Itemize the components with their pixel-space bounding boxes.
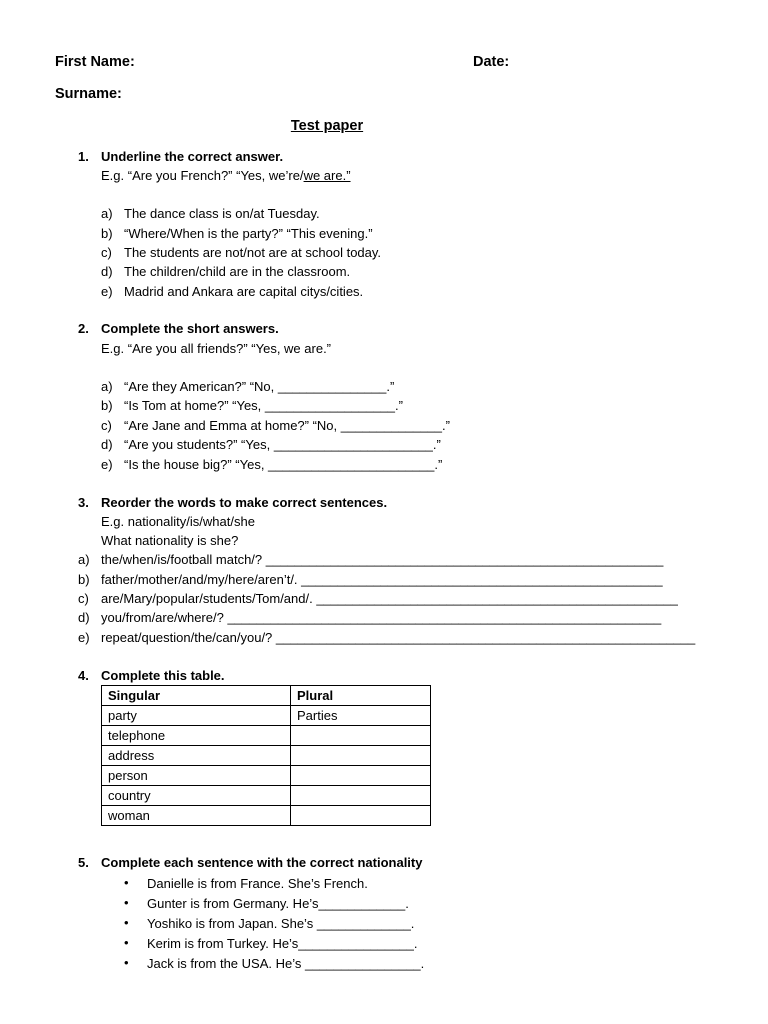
q3-item-d: you/from/are/where/? ____________________________________________________________ <box>101 610 662 625</box>
surname-label: Surname: <box>55 86 122 102</box>
q1-item-d: The children/child are in the classroom. <box>124 264 351 279</box>
table-cell-plural[interactable] <box>291 726 431 746</box>
table-cell-singular: address <box>102 746 291 766</box>
q2-item-b-letter: b) <box>101 398 113 413</box>
q2-item-d-letter: d) <box>101 437 113 452</box>
q1-item-d-letter: d) <box>101 264 113 279</box>
q4-heading: Complete this table. <box>101 668 225 683</box>
q3-item-e-letter: e) <box>78 630 90 645</box>
q3-item-b: father/mother/and/my/here/aren’t/. __________________________________________________ <box>101 572 663 587</box>
q1-example-prefix: E.g. “Are you French?” “Yes, we’re/ <box>101 168 304 183</box>
q1-item-c-letter: c) <box>101 245 112 260</box>
q3-item-a-letter: a) <box>78 552 90 567</box>
q3-number: 3. <box>78 495 89 510</box>
q1-item-a: The dance class is on/at Tuesday. <box>124 206 320 221</box>
bullet-icon: • <box>124 935 129 950</box>
table-cell-singular: person <box>102 766 291 786</box>
table-cell-plural[interactable] <box>291 786 431 806</box>
table-cell-plural[interactable] <box>291 806 431 826</box>
bullet-icon: • <box>124 955 129 970</box>
first-name-label: First Name: <box>55 54 135 70</box>
q3-item-b-letter: b) <box>78 572 90 587</box>
table-row <box>102 766 431 786</box>
plural-table <box>101 685 431 826</box>
q1-number: 1. <box>78 149 89 164</box>
q2-item-b: “Is Tom at home?” “Yes, __________________.” <box>124 398 403 413</box>
q2-example: E.g. “Are you all friends?” “Yes, we are.” <box>101 341 332 356</box>
bullet-icon: • <box>124 895 129 910</box>
q2-item-d: “Are you students?” “Yes, ______________________.” <box>124 437 441 452</box>
q5-number: 5. <box>78 855 89 870</box>
q1-item-e-letter: e) <box>101 284 113 299</box>
q1-item-b: “Where/When is the party?” “This evening.” <box>124 226 373 241</box>
table-row <box>102 786 431 806</box>
q2-item-e-letter: e) <box>101 457 113 472</box>
q2-item-a: “Are they American?” “No, _______________.” <box>124 379 395 394</box>
bullet-icon: • <box>124 915 129 930</box>
table-header-plural: Plural <box>291 686 431 706</box>
q1-heading: Underline the correct answer. <box>101 149 284 164</box>
q1-example <box>101 168 351 183</box>
q3-item-e: repeat/question/the/can/you/? __________________________________________________________ <box>101 630 696 645</box>
table-row <box>102 806 431 826</box>
q3-item-c-letter: c) <box>78 591 89 606</box>
q1-example-underlined: we are.” <box>303 168 351 183</box>
q4-number: 4. <box>78 668 89 683</box>
q1-item-e: Madrid and Ankara are capital citys/cities. <box>124 284 364 299</box>
page-title: Test paper <box>290 118 364 134</box>
table-row <box>102 706 431 726</box>
q3-example: E.g. nationality/is/what/she <box>101 514 255 529</box>
table-row <box>102 726 431 746</box>
table-cell-singular: country <box>102 786 291 806</box>
q5-item: Danielle is from France. She’s French. <box>147 876 368 891</box>
q2-heading: Complete the short answers. <box>101 321 279 336</box>
q2-item-c: “Are Jane and Emma at home?” “No, ______________.” <box>124 418 450 433</box>
q2-item-c-letter: c) <box>101 418 112 433</box>
q5-item: Gunter is from Germany. He’s____________. <box>147 896 409 911</box>
q1-item-c: The students are not/not are at school today. <box>124 245 382 260</box>
table-header-singular: Singular <box>102 686 291 706</box>
table-cell-plural: Parties <box>291 706 431 726</box>
table-cell-singular: telephone <box>102 726 291 746</box>
q3-heading: Reorder the words to make correct sentences. <box>101 495 388 510</box>
q2-item-e: “Is the house big?” “Yes, _______________________.” <box>124 457 443 472</box>
q2-number: 2. <box>78 321 89 336</box>
table-header-row <box>102 686 431 706</box>
table-cell-plural[interactable] <box>291 766 431 786</box>
q5-heading: Complete each sentence with the correct nationality <box>101 855 423 870</box>
q2-item-a-letter: a) <box>101 379 113 394</box>
date-label: Date: <box>473 54 510 70</box>
bullet-icon: • <box>124 875 129 890</box>
q5-item: Jack is from the USA. He’s ________________. <box>147 956 425 971</box>
q1-item-b-letter: b) <box>101 226 113 241</box>
q3-item-c: are/Mary/popular/students/Tom/and/. __________________________________________________ <box>101 591 678 606</box>
table-cell-singular: party <box>102 706 291 726</box>
q5-item: Kerim is from Turkey. He’s________________. <box>147 936 418 951</box>
table-cell-plural[interactable] <box>291 746 431 766</box>
q3-example-answer: What nationality is she? <box>101 533 239 548</box>
table-row <box>102 746 431 766</box>
q5-item: Yoshiko is from Japan. She’s _____________. <box>147 916 415 931</box>
q3-item-a: the/when/is/football match/? _______________________________________________________ <box>101 552 664 567</box>
q3-item-d-letter: d) <box>78 610 90 625</box>
table-cell-singular: woman <box>102 806 291 826</box>
q1-item-a-letter: a) <box>101 206 113 221</box>
